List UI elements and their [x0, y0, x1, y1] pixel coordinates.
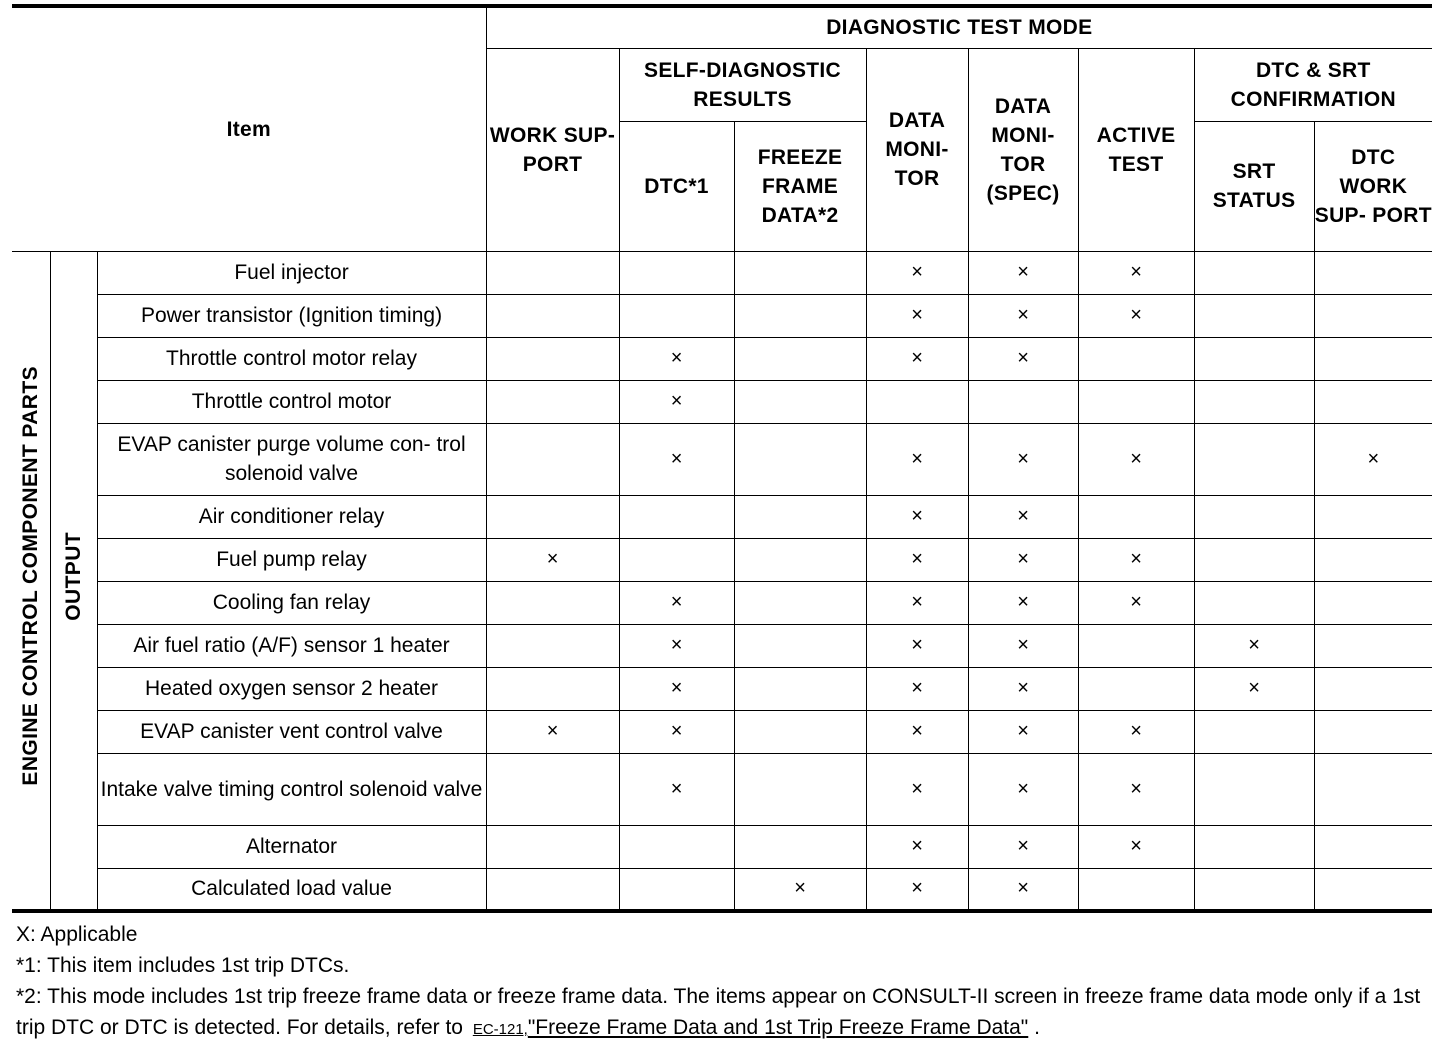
applicable-mark: ×: [911, 835, 923, 857]
applicable-mark: ×: [911, 634, 923, 656]
cell-freeze-frame: [734, 538, 866, 581]
cell-freeze-frame: [734, 251, 866, 294]
cell-data-monitor-spec: [968, 380, 1078, 423]
cell-freeze-frame: [734, 825, 866, 868]
cell-dtc-work-support: [1314, 581, 1432, 624]
cell-data-monitor: [866, 624, 968, 667]
applicable-mark: ×: [1017, 877, 1029, 900]
data-monitor-spec-header: DATA MONI- TOR (SPEC): [968, 48, 1078, 251]
cell-srt-status: [1194, 710, 1314, 753]
cell-dtc-work-support: [1314, 251, 1432, 294]
diagnostic-table-container: [12, 4, 1432, 1045]
table-row-item: Power transistor (Ignition timing): [97, 294, 486, 337]
cell-data-monitor: [866, 825, 968, 868]
cell-active-test: [1078, 337, 1194, 380]
applicable-mark: ×: [1017, 505, 1029, 527]
cell-data-monitor: [866, 753, 968, 825]
self-diagnostic-results-header: SELF-DIAGNOSTIC RESULTS: [619, 48, 866, 121]
table-row-item: Alternator: [97, 825, 486, 868]
applicable-mark: ×: [911, 591, 923, 613]
dtc-work-support-header: DTC WORK SUP- PORT: [1314, 121, 1432, 251]
applicable-mark: ×: [911, 548, 923, 570]
cell-data-monitor: [866, 538, 968, 581]
reference-title-link[interactable]: "Freeze Frame Data and 1st Trip Freeze Frame Data": [527, 1016, 1029, 1039]
note-1: *1: This item includes 1st trip DTCs.: [16, 954, 350, 977]
cell-active-test: [1078, 423, 1194, 495]
cell-work-support: [486, 337, 619, 380]
cell-work-support: [486, 825, 619, 868]
table-row-item: Throttle control motor relay: [97, 337, 486, 380]
cell-dtc-work-support: [1314, 538, 1432, 581]
cell-dtc-work-support: [1314, 868, 1432, 911]
cell-active-test: [1078, 868, 1194, 911]
cell-work-support: [486, 251, 619, 294]
applicable-mark: ×: [1130, 777, 1142, 800]
cell-dtc-work-support: [1314, 337, 1432, 380]
cell-dtc-work-support: [1314, 495, 1432, 538]
cell-freeze-frame: [734, 624, 866, 667]
group-label-output: OUTPUT: [50, 251, 97, 911]
applicable-mark: ×: [670, 677, 683, 699]
cell-dtc-work-support: [1314, 380, 1432, 423]
cell-dtc-work-support: [1314, 825, 1432, 868]
applicable-mark: ×: [1130, 835, 1142, 857]
note-applicable: X: Applicable: [16, 923, 138, 946]
table-row-item: Intake valve timing control solenoid valve: [97, 753, 486, 825]
cell-data-monitor-spec: [968, 667, 1078, 710]
cell-active-test: [1078, 624, 1194, 667]
item-header: Item: [12, 6, 486, 251]
cell-data-monitor-spec: [968, 868, 1078, 911]
cell-srt-status: [1194, 337, 1314, 380]
dtc-srt-confirmation-header: DTC & SRT CONFIRMATION: [1194, 48, 1432, 121]
cell-data-monitor-spec: [968, 251, 1078, 294]
cell-data-monitor-spec: [968, 495, 1078, 538]
cell-work-support: [486, 667, 619, 710]
cell-work-support: [486, 581, 619, 624]
active-test-header: ACTIVE TEST: [1078, 48, 1194, 251]
cell-dtc: [619, 495, 734, 538]
table-row-item: Heated oxygen sensor 2 heater: [97, 667, 486, 710]
cell-active-test: [1078, 825, 1194, 868]
notes-section: [12, 919, 1432, 1045]
applicable-mark: ×: [670, 390, 683, 412]
cell-active-test: [1078, 710, 1194, 753]
applicable-mark: ×: [794, 877, 806, 900]
applicable-mark: ×: [1017, 304, 1029, 326]
applicable-mark: ×: [1017, 835, 1029, 857]
cell-data-monitor-spec: [968, 581, 1078, 624]
cell-dtc: [619, 624, 734, 667]
cell-data-monitor-spec: [968, 538, 1078, 581]
applicable-mark: ×: [911, 505, 923, 527]
applicable-mark: ×: [1130, 447, 1142, 470]
diagnostic-mode-table: [12, 4, 1432, 913]
cell-active-test: [1078, 294, 1194, 337]
cell-work-support: [486, 495, 619, 538]
cell-data-monitor: [866, 868, 968, 911]
cell-dtc: [619, 538, 734, 581]
cell-data-monitor-spec: [968, 294, 1078, 337]
cell-work-support: [486, 423, 619, 495]
note-2-text: *2: This mode includes 1st trip freeze frame data or freeze frame data. The items appear on CONSULT-II screen in freeze frame data mode only if a 1st trip DTC or DTC is detected. For details, refer to: [16, 985, 1421, 1039]
table-row-item: Calculated load value: [97, 868, 486, 911]
cell-dtc: [619, 868, 734, 911]
note-2-end: .: [1028, 1016, 1040, 1039]
cell-active-test: [1078, 581, 1194, 624]
dtc-header: DTC*1: [619, 121, 734, 251]
applicable-mark: ×: [670, 447, 683, 470]
cell-dtc: [619, 581, 734, 624]
cell-srt-status: [1194, 423, 1314, 495]
cell-dtc-work-support: [1314, 667, 1432, 710]
applicable-mark: ×: [1130, 548, 1142, 570]
applicable-mark: ×: [911, 877, 923, 900]
cell-srt-status: [1194, 868, 1314, 911]
applicable-mark: ×: [670, 777, 683, 800]
cell-work-support: [486, 868, 619, 911]
applicable-mark: ×: [1017, 634, 1029, 656]
applicable-mark: ×: [1017, 261, 1029, 283]
cell-data-monitor: [866, 337, 968, 380]
cell-data-monitor: [866, 251, 968, 294]
applicable-mark: ×: [670, 720, 683, 742]
cell-srt-status: [1194, 251, 1314, 294]
table-row-item: Throttle control motor: [97, 380, 486, 423]
cell-data-monitor: [866, 423, 968, 495]
cell-active-test: [1078, 753, 1194, 825]
cell-dtc: [619, 294, 734, 337]
cell-dtc: [619, 251, 734, 294]
applicable-mark: ×: [911, 347, 923, 369]
cell-srt-status: [1194, 380, 1314, 423]
diagnostic-test-mode-header: DIAGNOSTIC TEST MODE: [486, 6, 1432, 48]
applicable-mark: ×: [911, 677, 923, 699]
cell-dtc: [619, 753, 734, 825]
cell-active-test: [1078, 538, 1194, 581]
cell-active-test: [1078, 380, 1194, 423]
cell-data-monitor-spec: [968, 710, 1078, 753]
cell-srt-status: [1194, 624, 1314, 667]
applicable-mark: ×: [911, 720, 923, 742]
cell-dtc: [619, 667, 734, 710]
cell-dtc: [619, 423, 734, 495]
cell-srt-status: [1194, 495, 1314, 538]
cell-data-monitor-spec: [968, 624, 1078, 667]
applicable-mark: ×: [911, 304, 923, 326]
freeze-frame-data-header: FREEZE FRAME DATA*2: [734, 121, 866, 251]
cell-srt-status: [1194, 538, 1314, 581]
cell-active-test: [1078, 251, 1194, 294]
cell-dtc-work-support: [1314, 294, 1432, 337]
table-row-item: Cooling fan relay: [97, 581, 486, 624]
cell-work-support: [486, 753, 619, 825]
applicable-mark: ×: [1017, 591, 1029, 613]
cell-dtc: [619, 337, 734, 380]
cell-srt-status: [1194, 294, 1314, 337]
applicable-mark: ×: [1017, 347, 1029, 369]
cell-data-monitor-spec: [968, 825, 1078, 868]
applicable-mark: ×: [1017, 447, 1029, 470]
note-2: [16, 981, 1432, 1045]
cell-dtc-work-support: [1314, 710, 1432, 753]
applicable-mark: ×: [1017, 777, 1029, 800]
applicable-mark: ×: [1130, 304, 1142, 326]
cell-freeze-frame: [734, 423, 866, 495]
cell-freeze-frame: [734, 294, 866, 337]
cell-freeze-frame: [734, 868, 866, 911]
cell-data-monitor: [866, 667, 968, 710]
applicable-mark: ×: [546, 720, 559, 742]
applicable-mark: ×: [670, 634, 683, 656]
applicable-mark: ×: [670, 591, 683, 613]
cell-freeze-frame: [734, 495, 866, 538]
cell-dtc: [619, 825, 734, 868]
cell-data-monitor: [866, 380, 968, 423]
cell-srt-status: [1194, 753, 1314, 825]
cell-data-monitor: [866, 495, 968, 538]
cell-dtc-work-support: [1314, 753, 1432, 825]
applicable-mark: ×: [1130, 261, 1142, 283]
cell-dtc: [619, 380, 734, 423]
group-label-engine-control: ENGINE CONTROL COMPONENT PARTS: [12, 251, 50, 911]
cell-srt-status: [1194, 667, 1314, 710]
cell-srt-status: [1194, 825, 1314, 868]
applicable-mark: ×: [1130, 720, 1142, 742]
cell-data-monitor: [866, 581, 968, 624]
cell-freeze-frame: [734, 710, 866, 753]
cell-freeze-frame: [734, 667, 866, 710]
applicable-mark: ×: [1248, 677, 1260, 699]
applicable-mark: ×: [1017, 548, 1029, 570]
cell-work-support: [486, 710, 619, 753]
cell-dtc: [619, 710, 734, 753]
cell-freeze-frame: [734, 753, 866, 825]
cell-active-test: [1078, 667, 1194, 710]
applicable-mark: ×: [1017, 677, 1029, 699]
cell-work-support: [486, 538, 619, 581]
table-row-item: Fuel injector: [97, 251, 486, 294]
applicable-mark: ×: [670, 347, 683, 369]
table-body: [12, 251, 1432, 911]
applicable-mark: ×: [1367, 447, 1380, 470]
cell-data-monitor-spec: [968, 753, 1078, 825]
table-row-item: EVAP canister purge volume con- trol solenoid valve: [97, 423, 486, 495]
cell-work-support: [486, 624, 619, 667]
applicable-mark: ×: [1248, 634, 1260, 656]
cell-work-support: [486, 380, 619, 423]
cell-work-support: [486, 294, 619, 337]
cell-active-test: [1078, 495, 1194, 538]
table-row-item: Air conditioner relay: [97, 495, 486, 538]
applicable-mark: ×: [911, 261, 923, 283]
applicable-mark: ×: [1017, 720, 1029, 742]
cell-data-monitor: [866, 294, 968, 337]
reference-code-link[interactable]: EC-121,: [472, 1021, 528, 1038]
table-row-item: Air fuel ratio (A/F) sensor 1 heater: [97, 624, 486, 667]
cell-data-monitor: [866, 710, 968, 753]
srt-status-header: SRT STATUS: [1194, 121, 1314, 251]
cell-srt-status: [1194, 581, 1314, 624]
applicable-mark: ×: [911, 777, 923, 800]
cell-data-monitor-spec: [968, 337, 1078, 380]
table-row-item: EVAP canister vent control valve: [97, 710, 486, 753]
cell-dtc-work-support: [1314, 423, 1432, 495]
applicable-mark: ×: [546, 548, 559, 570]
cell-freeze-frame: [734, 380, 866, 423]
work-support-header: WORK SUP- PORT: [486, 48, 619, 251]
cell-dtc-work-support: [1314, 624, 1432, 667]
applicable-mark: ×: [1130, 591, 1142, 613]
cell-freeze-frame: [734, 581, 866, 624]
data-monitor-header: DATA MONI- TOR: [866, 48, 968, 251]
cell-freeze-frame: [734, 337, 866, 380]
applicable-mark: ×: [911, 447, 923, 470]
cell-data-monitor-spec: [968, 423, 1078, 495]
table-row-item: Fuel pump relay: [97, 538, 486, 581]
